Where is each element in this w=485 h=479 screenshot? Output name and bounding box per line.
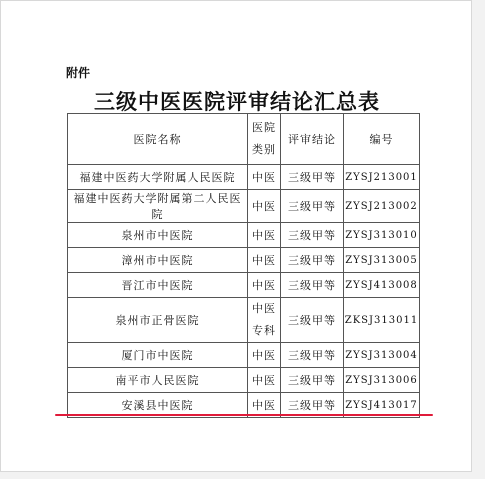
cell-code: ZYSJ313005 [344, 248, 420, 273]
cell-code: ZYSJ213002 [344, 190, 420, 223]
cell-hospital-type: 中医 [248, 343, 281, 368]
cell-code: ZYSJ313010 [344, 223, 420, 248]
cell-review-result: 三级甲等 [281, 165, 344, 190]
cell-hospital-name: 福建中医药大学附属第二人民医院 [68, 190, 248, 223]
cell-hospital-type [248, 298, 281, 343]
attachment-label: 附件 [66, 66, 91, 80]
cell-hospital-type: 中医 [248, 368, 281, 393]
table-row [68, 165, 420, 190]
header-code: 编号 [344, 114, 420, 165]
document-title: 三级中医医院评审结论汇总表 [94, 89, 380, 114]
header-hospital-type [248, 114, 281, 165]
cell-code: ZYSJ313006 [344, 368, 420, 393]
table-row [68, 248, 420, 273]
cell-code: ZKSJ313011 [344, 298, 420, 343]
cell-hospital-type: 中医 [248, 190, 281, 223]
cell-hospital-name: 泉州市正骨医院 [68, 298, 248, 343]
cell-review-result: 三级甲等 [281, 273, 344, 298]
cell-code: ZYSJ413017 [344, 393, 420, 418]
cell-hospital-name: 泉州市中医院 [68, 223, 248, 248]
cell-review-result: 三级甲等 [281, 248, 344, 273]
cell-hospital-name: 厦门市中医院 [68, 343, 248, 368]
cell-hospital-type: 中医 [248, 165, 281, 190]
table-header-row [68, 114, 420, 165]
header-review-result: 评审结论 [281, 114, 344, 165]
header-hospital-name: 医院名称 [68, 114, 248, 165]
cell-type-line2: 专科 [252, 324, 276, 337]
cell-hospital-name: 福建中医药大学附属人民医院 [68, 165, 248, 190]
red-underline-annotation [55, 414, 433, 416]
header-type-line1: 医院 [252, 121, 276, 134]
table-row [68, 273, 420, 298]
cell-hospital-type: 中医 [248, 273, 281, 298]
header-type-line2: 类别 [252, 143, 276, 156]
cell-code: ZYSJ213001 [344, 165, 420, 190]
cell-hospital-name: 安溪县中医院 [68, 393, 248, 418]
cell-code: ZYSJ413008 [344, 273, 420, 298]
cell-hospital-type: 中医 [248, 248, 281, 273]
summary-table [67, 113, 420, 418]
cell-hospital-name: 南平市人民医院 [68, 368, 248, 393]
cell-hospital-type: 中医 [248, 393, 281, 418]
table-row [68, 190, 420, 223]
cell-hospital-type: 中医 [248, 223, 281, 248]
cell-review-result: 三级甲等 [281, 190, 344, 223]
table-row [68, 368, 420, 393]
table-row [68, 343, 420, 368]
table-row [68, 223, 420, 248]
cell-review-result: 三级甲等 [281, 368, 344, 393]
cell-hospital-name: 漳州市中医院 [68, 248, 248, 273]
cell-hospital-name: 晋江市中医院 [68, 273, 248, 298]
cell-review-result: 三级甲等 [281, 223, 344, 248]
cell-review-result: 三级甲等 [281, 393, 344, 418]
cell-code: ZYSJ313004 [344, 343, 420, 368]
table-row [68, 298, 420, 343]
cell-review-result: 三级甲等 [281, 298, 344, 343]
cell-review-result: 三级甲等 [281, 343, 344, 368]
cell-type-line1: 中医 [252, 302, 276, 315]
